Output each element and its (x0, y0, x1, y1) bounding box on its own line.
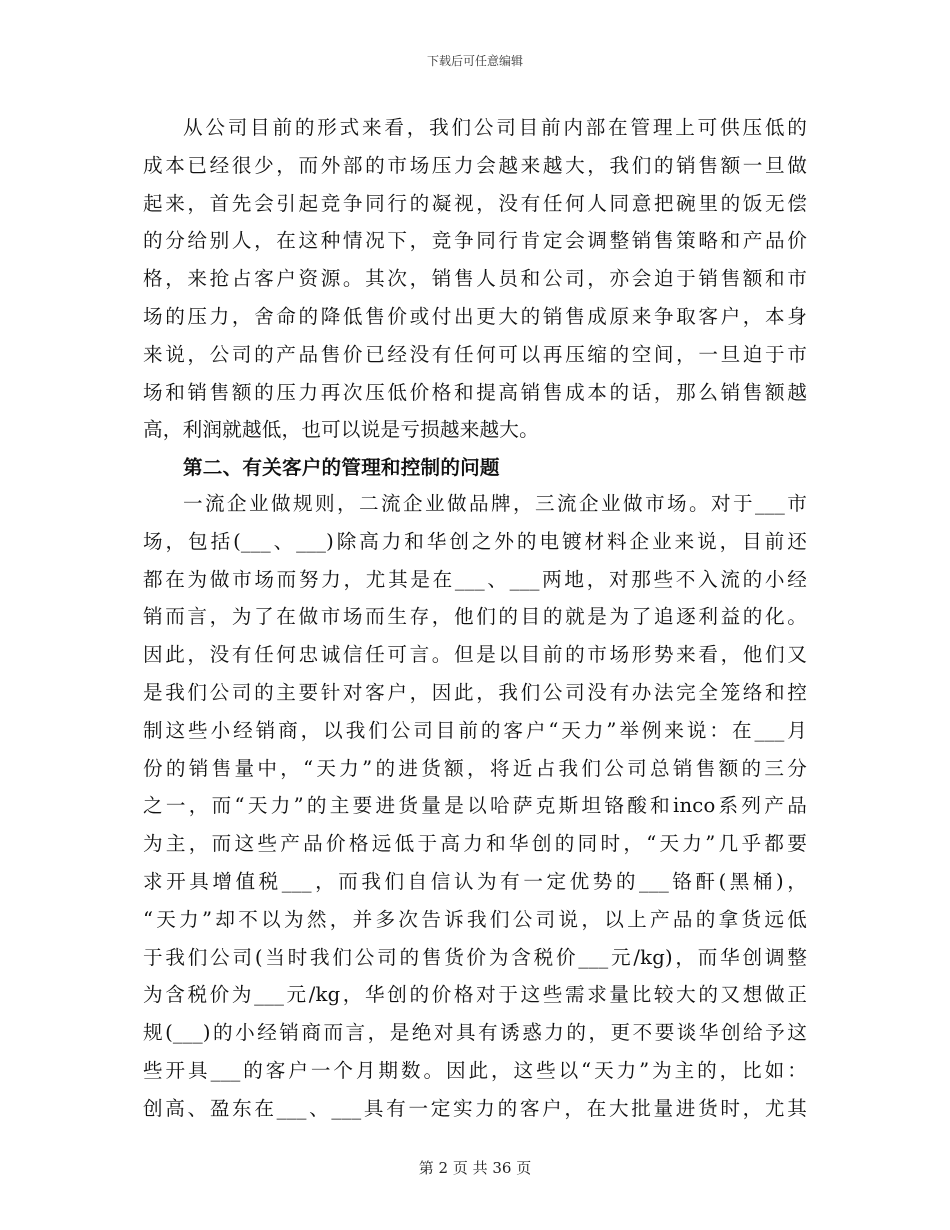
text-line: 为主，而这些产品价格远低于高力和华创的同时，“天力”几乎都要 (143, 832, 807, 856)
text-line: 销而言，为了在做市场而生存，他们的目的就是为了追逐利益的化。 (143, 605, 807, 629)
text-line: 于我们公司(当时我们公司的售货价为含税价___元/kg)，而华创调整 (143, 945, 807, 969)
text-line: 是我们公司的主要针对客户，因此，我们公司没有办法完全笼络和控 (143, 680, 807, 704)
paragraph-1 (143, 109, 807, 449)
text-line: “天力”却不以为然，并多次告诉我们公司说，以上产品的拿货远低 (143, 907, 807, 931)
text-line: 的分给别人，在这种情况下，竞争同行肯定会调整销售策略和产品价 (143, 229, 807, 253)
text-line: 制这些小经销商，以我们公司目前的客户“天力”举例来说：在___月 (143, 718, 807, 742)
text-line: 起来，首先会引起竞争同行的凝视，没有任何人同意把碗里的饭无偿 (143, 191, 807, 215)
paragraph-2 (143, 485, 807, 1128)
text-line: 都在为做市场而努力，尤其是在___、___两地，对那些不入流的小经 (143, 567, 807, 591)
text-line: 一流企业做规则，二流企业做品牌，三流企业做市场。对于___市 (183, 492, 807, 515)
text-line: 场的压力，舍命的降低售价或付出更大的销售成原来争取客户，本身 (143, 304, 807, 328)
text-line: 创高、盈东在___、___具有一定实力的客户，在大批量进货时，尤其 (143, 1096, 807, 1120)
text-line: 来说，公司的产品售价已经没有任何可以再压缩的空间，一旦迫于市 (143, 342, 807, 366)
text-line: 因此，没有任何忠诚信任可言。但是以目前的市场形势来看，他们又 (143, 643, 807, 667)
text-line: 格，来抢占客户资源。其次，销售人员和公司，亦会迫于销售额和市 (143, 267, 807, 291)
text-line: 高，利润就越低，也可以说是亏损越来越大。 (143, 418, 539, 442)
text-line: 为含税价为___元/kg，华创的价格对于这些需求量比较大的又想做正 (143, 983, 807, 1007)
text-line: 些开具___的客户一个月期数。因此，这些以“天力”为主的，比如： (143, 1058, 807, 1082)
page-header-note: 下载后可任意编辑 (426, 54, 523, 68)
section-heading: 第二、有关客户的管理和控制的问题 (183, 456, 500, 479)
text-line: 场，包括(___、___)除高力和华创之外的电镀材料企业来说，目前还 (143, 529, 807, 553)
page-number: 第 2 页 共 36 页 (418, 1159, 532, 1177)
text-line: 份的销售量中，“天力”的进货额，将近占我们公司总销售额的三分 (143, 756, 807, 780)
text-line: 之一，而“天力”的主要进货量是以哈萨克斯坦铬酸和inco系列产品 (143, 794, 807, 818)
text-line: 场和销售额的压力再次压低价格和提高销售成本的话，那么销售额越 (143, 380, 807, 404)
text-line: 规(___)的小经销商而言，是绝对具有诱惑力的，更不要谈华创给予这 (143, 1021, 807, 1045)
text-line: 从公司目前的形式来看，我们公司目前内部在管理上可供压低的 (183, 116, 807, 139)
text-line: 求开具增值税___，而我们自信认为有一定优势的___铬酐(黑桶)， (143, 869, 807, 893)
text-line: 成本已经很少，而外部的市场压力会越来越大，我们的销售额一旦做 (143, 153, 807, 177)
section-heading-block (143, 449, 807, 487)
